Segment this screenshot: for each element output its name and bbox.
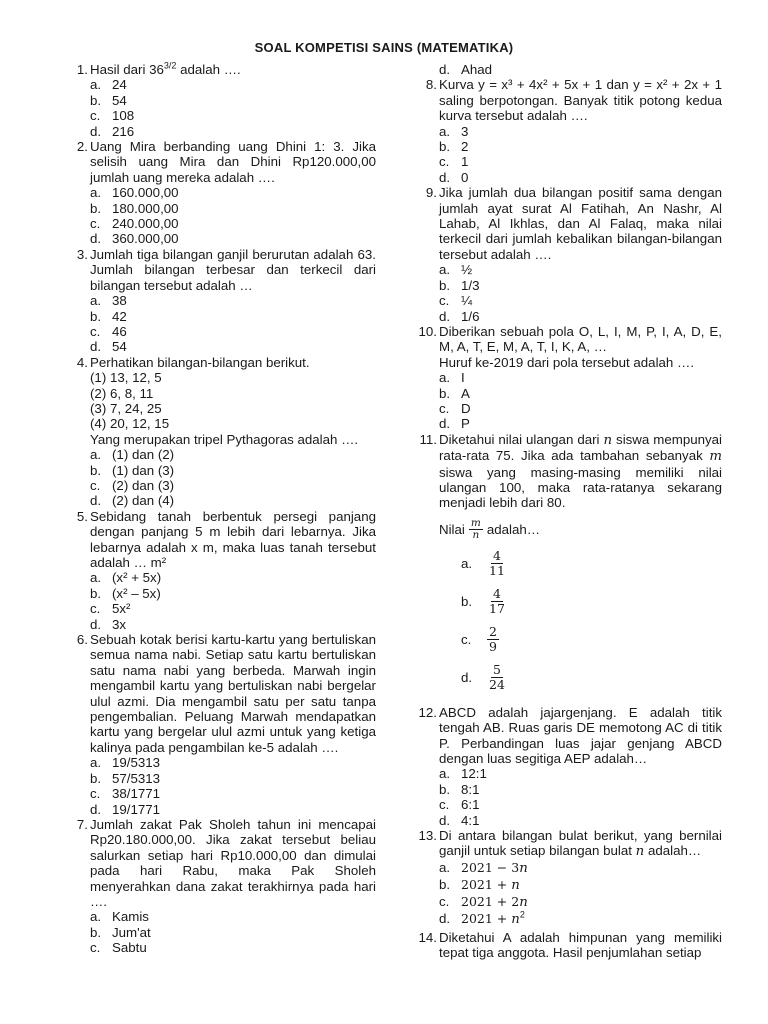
- option-a[interactable]: a . (x² + 5x): [90, 570, 376, 585]
- option-c[interactable]: c . Sabtu: [90, 940, 376, 955]
- option-d[interactable]: d . P: [439, 416, 722, 431]
- question-number: 14 .: [411, 930, 437, 945]
- question-14: [411, 930, 722, 961]
- option-a[interactable]: a . I: [439, 370, 722, 385]
- option-a[interactable]: a . $\frac{4}{11}$: [461, 545, 722, 583]
- option-list: [439, 370, 722, 432]
- question-stem: ABCD adalah jajargenjang. E adalah titik tengah AB. Ruas garis DE memotong AC di titik P. Perbandingan luas jajar genjang ABCD dengan luas segitiga AEP adalah…: [439, 704, 722, 766]
- statement-1: (1) 13, 12, 5: [90, 370, 162, 386]
- option-d[interactable]: d . Ahad: [439, 62, 722, 77]
- question-number: 7 .: [62, 817, 88, 832]
- option-a[interactable]: a . 160.000,00: [90, 185, 376, 200]
- option-d[interactable]: d . 216: [90, 124, 376, 139]
- option-c[interactable]: c . 1: [439, 154, 722, 169]
- option-d[interactable]: d . (2) dan (4): [90, 493, 376, 508]
- option-c[interactable]: c . $\frac{2}{9}$: [461, 621, 722, 659]
- option-b[interactable]: b . (x² – 5x): [90, 586, 376, 601]
- option-b[interactable]: b . 1/3: [439, 278, 722, 293]
- option-list: [90, 447, 376, 509]
- option-c[interactable]: c . (2) dan (3): [90, 478, 376, 493]
- question-stem: Di antara bilangan bulat berikut, yang bernilai ganjil untuk setiap bilangan bulat n adalah…: [439, 828, 722, 860]
- question-stem: Kurva y = x³ + 4x² + 5x + 1 dan y = x² + 2x + 1 saling berpotongan. Banyak titik potong kedua kurva tersebut adalah ….: [439, 77, 722, 124]
- option-b[interactable]: b . 8:1: [439, 782, 722, 797]
- question-number: 8 .: [411, 77, 437, 92]
- question-7: [62, 817, 376, 956]
- option-c[interactable]: c . D: [439, 401, 722, 416]
- option-a[interactable]: a . 19/5313: [90, 755, 376, 770]
- question-8: [411, 77, 722, 185]
- option-c[interactable]: c . 46: [90, 324, 376, 339]
- option-c[interactable]: c . 240.000,00: [90, 216, 376, 231]
- question-13: [411, 828, 722, 930]
- option-d[interactable]: d . 0: [439, 170, 722, 185]
- statement-3: (3) 7, 24, 25: [90, 400, 162, 416]
- question-number: 11 .: [411, 432, 437, 447]
- question-stem: Diketahui nilai ulangan dari n siswa mempunyai rata-rata 75. Jika ada tambahan sebanyak m siswa yang masing-masing memiliki nilai ulangan 100, maka rata-ratanya sekarang menjadi lebih dari 80.: [439, 431, 722, 511]
- question-3: [62, 247, 376, 355]
- option-list: [90, 185, 376, 247]
- fraction: $\frac{4}{11}$: [489, 548, 505, 579]
- question-number: 13 .: [411, 828, 437, 843]
- option-list: [439, 262, 722, 324]
- option-d[interactable]: d . 1/6: [439, 309, 722, 324]
- option-list: [90, 293, 376, 355]
- question-9: [411, 185, 722, 324]
- option-b[interactable]: b . 2021 + n: [439, 877, 722, 894]
- variable-n: n: [603, 432, 613, 448]
- option-a[interactable]: a . 38: [90, 293, 376, 308]
- question-6: [62, 632, 376, 817]
- question-10: [411, 324, 722, 432]
- question-stem: Sebuah kotak berisi kartu-kartu yang bertuliskan semua nama nabi. Setiap satu kartu bertuliskan satu nama nabi yang berbeda. Marwah ingin mengambil kartu yang bertuliskan nabi bergelar ulul azmi. Dia mengambil satu per satu tanpa pengembalian. Peluang Marwah mendapatkan kartu yang bergelar ulul azmi untuk yang ketiga kalinya pada pengambilan ke-5 adalah ….: [90, 632, 376, 755]
- option-b[interactable]: b . A: [439, 386, 722, 401]
- option-a[interactable]: a . 24: [90, 77, 376, 92]
- option-a[interactable]: a . (1) dan (2): [90, 447, 376, 462]
- question-stem: Perhatikan bilangan-bilangan berikut.: [90, 354, 310, 370]
- question-number: 6 .: [62, 632, 88, 647]
- question-prompt: Nilai $\frac{m}{n}$ adalah…: [439, 517, 541, 542]
- question-stem: Jika jumlah dua bilangan positif sama dengan jumlah ayat surat Al Fatihah, An Nashr, Al Lahab, Al Ikhlas, dan Al Falaq, maka nilai terkecil dari jumlah kebalikan bilangan-bilangan tersebut adalah ….: [439, 185, 722, 262]
- option-d[interactable]: d . $\frac{5}{24}$: [461, 659, 722, 697]
- option-d[interactable]: d . 19/1771: [90, 802, 376, 817]
- option-a[interactable]: a . Kamis: [90, 909, 376, 924]
- question-stem: Uang Mira berbanding uang Dhini 1: 3. Jika selisih uang Mira dan Dhini Rp120.000,00 jumlah uang mereka adalah ….: [90, 139, 376, 185]
- question-12: [411, 705, 722, 828]
- variable-n: n: [635, 844, 645, 860]
- option-list: [439, 860, 722, 930]
- fraction: $\frac{2}{9}$: [489, 624, 497, 655]
- fraction: $\frac{4}{17}$: [489, 586, 505, 617]
- question-prompt: Yang merupakan tripel Pythagoras adalah ….: [90, 431, 359, 447]
- option-b[interactable]: b . 42: [90, 309, 376, 324]
- page-title: SOAL KOMPETISI SAINS (MATEMATIKA): [254, 40, 514, 55]
- question-2: [62, 139, 376, 247]
- option-list: [90, 77, 376, 139]
- question-11: [411, 432, 722, 697]
- option-b[interactable]: b . 180.000,00: [90, 201, 376, 216]
- question-number: 10 .: [411, 324, 437, 339]
- option-list: [90, 755, 376, 817]
- option-c[interactable]: c . 5x²: [90, 601, 376, 616]
- option-a[interactable]: a . ½: [439, 262, 722, 277]
- question-stem: Sebidang tanah berbentuk persegi panjang dengan panjang 5 m lebih dari lebarnya. Jika lebarnya adalah x m, maka luas tanah tersebut adalah … m²: [90, 508, 376, 570]
- question-number: 3 .: [62, 247, 88, 262]
- question-number: 1 .: [62, 62, 88, 77]
- variable-m: m: [709, 449, 722, 465]
- statement-4: (4) 20, 12, 15: [90, 416, 170, 432]
- question-stem: Diberikan sebuah pola O, L, I, M, P, I, A, D, E, M, A, T, E, M, A, T, I, K, A, …: [439, 323, 722, 355]
- question-4: [62, 355, 376, 509]
- option-c[interactable]: c . 2021 + 2n: [439, 894, 722, 911]
- right-column: [411, 62, 722, 961]
- option-a[interactable]: a . 3: [439, 124, 722, 139]
- question-prompt: Huruf ke-2019 dari pola tersebut adalah ….: [439, 354, 695, 370]
- option-a[interactable]: a . 2021 − 3n: [439, 860, 722, 877]
- option-list: [439, 545, 722, 697]
- option-c[interactable]: c . ¼: [439, 293, 722, 308]
- option-b[interactable]: b . Jum'at: [90, 925, 376, 940]
- question-stem: Diketahui A adalah himpunan yang memiliki tepat tiga anggota. Hasil penjumlahan setiap: [439, 929, 722, 961]
- option-d[interactable]: d . $2021 + n^2$: [439, 911, 722, 930]
- statement-2: (2) 6, 8, 11: [90, 385, 154, 401]
- question-number: 4 .: [62, 355, 88, 370]
- option-b[interactable]: b . (1) dan (3): [90, 463, 376, 478]
- option-b[interactable]: b . $\frac{4}{17}$: [461, 583, 722, 621]
- option-c[interactable]: c . 6:1: [439, 797, 722, 812]
- option-b[interactable]: b . 54: [90, 93, 376, 108]
- question-stem: Jumlah tiga bilangan ganjil berurutan adalah 63. Jumlah bilangan terbesar dan terkecil dari bilangan tersebut adalah …: [90, 246, 376, 293]
- option-d[interactable]: d . 54: [90, 339, 376, 354]
- option-d[interactable]: d . 360.000,00: [90, 231, 376, 246]
- question-number: 9 .: [411, 185, 437, 200]
- option-list: [439, 62, 722, 77]
- option-list: [439, 766, 722, 828]
- question-stem: Jumlah zakat Pak Sholeh tahun ini mencapai Rp20.180.000,00. Jika zakat tersebut beliau salurkan setiap hari Rp10.000,00 dan dimulai pada hari Rabu, maka Pak Sholeh menyerahkan dana zakat terakhirnya pada hari ….: [90, 816, 376, 909]
- fraction: $\frac{5}{24}$: [489, 662, 505, 693]
- option-list: [90, 909, 376, 955]
- question-number: 5 .: [62, 509, 88, 524]
- option-b[interactable]: b . 57/5313: [90, 771, 376, 786]
- left-column: [62, 62, 376, 956]
- question-1: [62, 62, 376, 139]
- question-5: [62, 509, 376, 632]
- option-c[interactable]: c . 108: [90, 108, 376, 123]
- option-b[interactable]: b . 2: [439, 139, 722, 154]
- question-number: 2 .: [62, 139, 88, 154]
- fraction-m-over-n: $\frac{m}{n}$: [470, 517, 481, 542]
- question-stem: Hasil dari $36^{3/2}$ adalah ….: [90, 60, 241, 77]
- option-list: [90, 570, 376, 632]
- option-d[interactable]: d . 4:1: [439, 813, 722, 828]
- option-d[interactable]: d . 3x: [90, 617, 376, 632]
- question-7-continued: [411, 62, 722, 77]
- question-number: 12 .: [411, 705, 437, 720]
- option-a[interactable]: a . 12:1: [439, 766, 722, 781]
- option-list: [439, 124, 722, 186]
- option-c[interactable]: c . 38/1771: [90, 786, 376, 801]
